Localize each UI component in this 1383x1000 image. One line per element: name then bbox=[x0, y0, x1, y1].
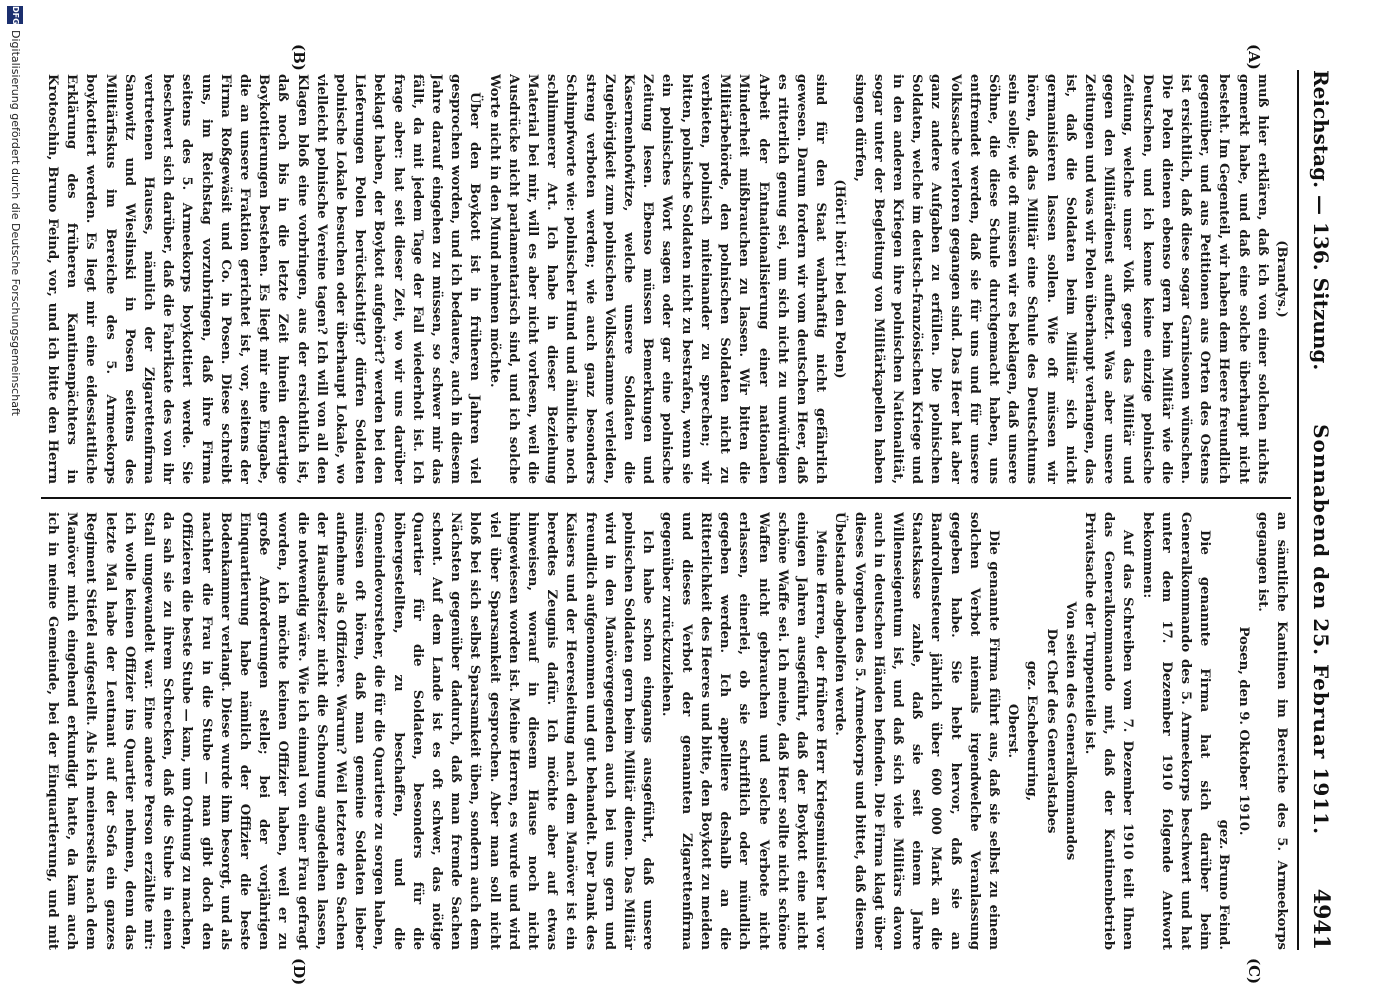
footer-text: Digitalisierung gefördert durch die Deutsche Forschungsgemeinschaft bbox=[9, 30, 22, 416]
signature: gez. Eschebeuring, bbox=[1024, 660, 1040, 802]
paragraph: Die genannte Firma führt aus, daß sie selbst zu einem solchen Verbot niemals irgendwelche Veranlassung gegeben habe. Sie hebt hervor, daß sie an Bandrollensteuer jährlich über 600 000 Mark an die Staatskasse zahle, daß sie seit einem Jahre Willenseigentum ist, und daß sich viele Militärs davon auch in deutschen Händen befinden. Die Firma klagt über dieses Vorgehen des 5. Armeekorps und bittet, daß diesem Übelstande abgeholfen werde. bbox=[832, 512, 1001, 950]
page-header bbox=[1297, 70, 1343, 950]
header-left: Reichstag. — 136. Sitzung. bbox=[1309, 70, 1333, 371]
page-number: 4941 bbox=[1308, 888, 1334, 950]
margin-letter-c: (C) bbox=[1245, 958, 1263, 985]
dfg-logo: DFG bbox=[7, 6, 23, 24]
column-divider bbox=[41, 497, 1291, 499]
paragraph: Meine Herren, der frühere Herr Kriegsminister hat vor einigen Jahren ausgeführt, daß der Boykott eine nicht schöne Waffe sei. Ich meine, daß Heer sollte nicht schöne Waffen nicht gebrauchen und solche Verbote nicht erlassen, einerlei, ob sie schriftlich oder mündlich gegeben werden. Ich appelliere deshalb an die Ritterlichkeit des Heeres und bitte, den Boykott zu meiden und dieses Verbot der genannten Zigarettenfirma gegenüber zurückzuziehen. bbox=[659, 512, 829, 950]
paragraph: Die genannte Firma hat sich darüber beim Generalkommando des 5. Armeekorps beschwert und hat unter dem 17. Dezember 1910 folgende Antwort bekommen: bbox=[1139, 512, 1213, 950]
margin-letter-d: (D) bbox=[290, 958, 308, 986]
right-column bbox=[41, 512, 1291, 950]
paragraph: muß hier erklären, daß ich von einer solchen nichts gemerkt habe, und daß eine solche überhaupt nicht besteht. Im Gegenteil, wir haben dem Heere freundlich gegenüber, und aus Petitionen aus Orten des Ostens ist ersichtlich, daß diese sogar Garnisonen wünschen. Die Polen dienen ebenso gern beim Militär wie die Deutschen, und ich kenne keine einzige polnische Zeitung, welche unser Volk gegen das Militär und gegen den Militärdienst aufhetzt. Was aber unsere Zeitungen und was wir Polen überhaupt verlangen, das ist, daß die Soldaten beim Militär sich nicht germanisieren lassen sollen. Wie oft müssen wir hören, daß das Militär eine Schule des Deutschtums sein solle; wie oft müssen wir es beklagen, daß unsere Söhne, die diese Schule durchgemacht haben, uns entfremdet werden, daß sie für uns und für unsere Volkssache verloren gegangen sind. Das Heer hat aber ganz andere Aufgaben zu erfüllen. Die polnischen Soldaten, welche im deutsch-französischen Kriege und in den anderen Kriegen ihre polnischen Nationalität, sogar unter der Begleitung von Militärkapellen haben singen dürfen, bbox=[851, 74, 1270, 484]
margin-letter-a: (A) bbox=[1245, 44, 1263, 70]
paragraph: Ich habe schon eingangs ausgeführt, daß unsere polnischen Soldaten gern beim Militär dienen. Das Militär wird in den Manövergegenden auch bei uns gern und freundlich aufgenommen und gut behandelt. Der Dank des Kaisers und der Heeresleitung nach dem Manöver ist ein beredtes Zeugnis dafür. Ich möchte aber auf etwas hinweisen, worauf in diesem Hause noch nicht hingewiesen worden ist. Meine Herren, es wurde und wird viel über Sparsamkeit gesprochen. Aber man soll nicht bloß bei sich selbst Sparsamkeit üben, sondern auch dem Nächsten gegenüber dadurch, daß man fremde Sachen schont. Auf dem Lande ist es oft schwer, das nötige Quartier für die Soldaten, besonders für die höhergestellten, zu beschaffen, und die Gemeindevorsteher, die für die Quartiere zu sorgen haben, müssen oft hören, daß man gemeine Soldaten lieber aufnehme als Offiziere. Warum? Weil letztere den Sachen der Hausbesitzer nicht die Schonung angedeihen lassen, die notwendig wäre. Wie ich einmal von einer Frau gefragt worden, ich möchte keinen Offizier haben, weil er zu große Anforderungen stelle; bei der vorjährigen Einquartierung habe nämlich der Offizier die beste Bodenkammer verlangt. Diese wurde ihm besorgt, und als nachher die Frau in die Stube — man gibt doch den Offizieren die beste Stube — kam, um Ordnung zu machen, da sah sie zu ihrem Schrecken, daß die Stube in einen Stall umgewandelt war. Eine andere Person erzählte mir: ich wolle keinen Offizier ins Quartier nehmen, denn das letzte Mal habe der Leutnant auf der Sofa ein ganzes Regiment Stiefel aufgestellt. Als ich meinerseits nach dem Manöver mich eingehend erkundigt hatte, da kam auch ich in meine Gemeinde, bei der Einquartierung, und mit bbox=[45, 512, 656, 950]
digitization-footer bbox=[3, 0, 25, 1000]
signature-rank: Oberst. bbox=[1005, 703, 1021, 759]
paragraph: Über den Boykott ist in früheren Jahren viel gesprochen worden, und ich bedauere, auch in diesem Jahre darauf eingehen zu müssen, so schwer mir das fällt, da mit jedem Tage der Fall wiederholt ist. Ich frage aber: hat seit dieser Zeit, wo wir uns darüber beklagt haben, der Boykott aufgehört? werden bei den Lieferungen Polen berücksichtigt? dürfen Soldaten polnische Lokale besuchen oder überhaupt Lokale, wo vielleicht polnische Vereine tagen? Ich will von all den Klagen bloß eine vorbringen, aus der ersichtlich ist, daß noch bis in die letzte Zeit hinein derartige Boykottierungen bestehen. Es liegt mir eine Eingabe, die an unsere Fraktion gerichtet ist, vor, seitens der Firma Roßgewäsit und Co. in Posen. Diese schreibt uns, im Reichstag vorzubringen, daß ihre Firma seitens des 5. Armeekorps boykottiert werde. Sie beschwert sich darüber, daß die Fabrikate des von ihr vertretenen Hauses, nämlich der Zigarettenfirma Sanowitz und Wieslinski in Posen seitens des Militärfiskus im Bereiche des 5. Armeekorps boykottiert werden. Es liegt mir eine eidesstattliche Erklärung des früheren Kantinenpächters in Krotoschin, Bruno Feind, vor, und ich bitte den Herrn bbox=[45, 74, 483, 484]
signature: gez. Bruno Feind. bbox=[1216, 819, 1232, 950]
interjection: (Hört! hört! bei den Polen) bbox=[832, 179, 848, 379]
letter-signoff: Von seiten des Generalkommandos bbox=[1062, 601, 1078, 861]
paragraph: an sämtliche Kantinen im Bereiche des 5. Armeekorps gegangen ist. bbox=[1254, 512, 1289, 950]
letter-signoff: Der Chef des Generalstabes bbox=[1043, 628, 1059, 834]
quoted-letter: Auf das Schreiben vom 7. Dezember 1910 teilt Ihnen das Generalkommando mit, daß der Kantinenbetrieb Privatsache der Truppenteile ist. bbox=[1081, 512, 1136, 950]
margin-letter-b: (B) bbox=[290, 44, 308, 71]
dateline: Posen, den 9. Oktober 1910. bbox=[1235, 626, 1251, 836]
header-date: Sonnabend den 25. Februar 1911. bbox=[1309, 424, 1333, 836]
speaker-label: (Brandys.) bbox=[1274, 240, 1289, 318]
paragraph: sind für den Staat wahrhaftig nicht gefährlich gewesen. Darum fordern wir vom deutschen Heer, daß es ritterlich genug sei, um sich nicht zu unwürdigen Arbeit der Entnationalisierung einer nationalen Minderheit mißbrauchen zu lassen. Wir bitten die Militärbehörde, den polnischen Soldaten nicht zu verbieten, polnisch miteinander zu sprechen; wir bitten, polnische Soldaten nicht zu bestrafen, wenn sie ein polnisches Wort sagen oder gar eine polnische Zeitung lesen. Ebenso müssen Bemerkungen und Kasernenhofwitze, welche unsere Soldaten die Zugehörigkeit zum polnischen Volksstamme verleiden, streng verboten werden; wie auch ganz besonders Schimpfworte wie: polnischer Hund und ähnliche noch schlimmerer Art. Ich habe in dieser Beziehung Material bei mir, will es aber nicht vorlesen, weil die Ausdrücke nicht parlamentarisch sind, und ich solche Worte nicht in den Mund nehmen möchte. bbox=[486, 74, 829, 484]
left-column bbox=[41, 74, 1291, 484]
